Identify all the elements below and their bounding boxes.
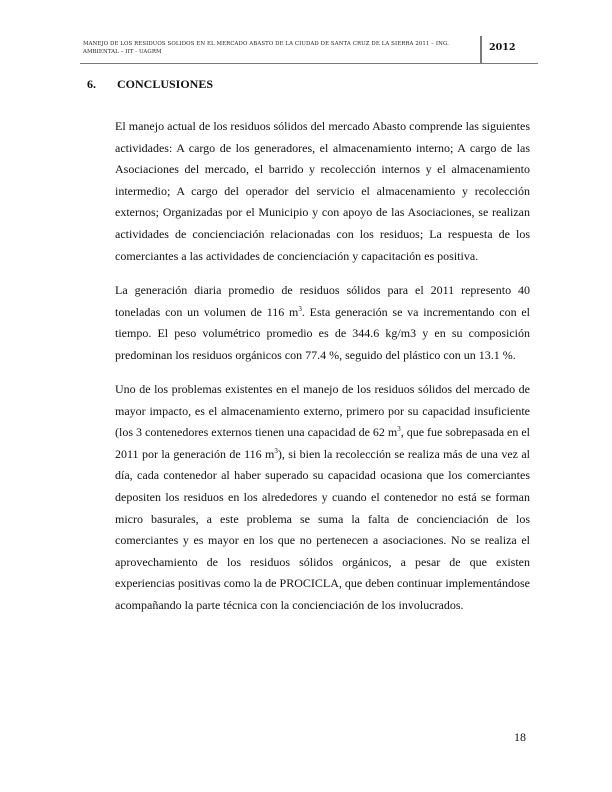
paragraph-1: El manejo actual de los residuos sólidos del mercado Abasto comprende las siguientes actividades: A cargo de los generadores, el almacenamiento interno; A cargo de las Asociaciones del mercado, el barrido y recolección internos y el almacenamiento intermedio; A cargo del operador del servicio el almacenamiento y recolección externos; Organizadas por el Municipio y con apoyo de las Asociaciones, se realizan actividades de concienciación relacionadas con los residuos; La respuesta de los comerciantes a las actividades de concienciación y capacitación es positiva.	[115, 119, 530, 263]
paragraph-3	[115, 379, 530, 617]
page-header	[80, 36, 538, 64]
paragraph-3-text-b: , que fue sobrepasada en el 2011 por la generación de 116 m	[115, 425, 531, 461]
header-divider	[480, 36, 482, 64]
header-title: MANEJO DE LOS RESIDUOS SOLIDOS EN EL MERCADO ABASTO DE LA CIUDAD DE SANTA CRUZ DE LA SIERRA 2011 – ING. AMBIENTAL – IIT - UAGRM	[83, 41, 449, 55]
superscript: 3	[397, 425, 401, 434]
section-heading	[87, 77, 213, 92]
paragraph-2-text-a: La generación diaria promedio de residuos sólidos para el 2011 represento 40 toneladas con un volumen de 116 m	[115, 283, 530, 319]
superscript: 3	[298, 304, 302, 313]
paragraph-2	[115, 280, 530, 366]
superscript: 3	[274, 446, 278, 455]
paragraph-2-text-b: . Esta generación se va incrementando con el tiempo. El peso volumétrico promedio es de 344.6 kg/m3 y en su composición predominan los residuos orgánicos con 77.4 %, seguido del plástico con un 13.1 %.	[115, 304, 531, 362]
page-number: 18	[514, 730, 526, 744]
paragraph-3-text-a: Uno de los problemas existentes en el manejo de los residuos sólidos del mercado de mayor impacto, es el almacenamiento externo, primero por su capacidad insuficiente (los 3 contenedores externos tienen una capacidad de 62 m	[115, 382, 530, 440]
section-title: CONCLUSIONES	[117, 77, 214, 91]
paragraph-3-text-c: ), si bien la recolección se realiza más de una vez al día, cada contenedor al haber superado su capacidad ocasiona que los comerciantes depositen los residuos en los alrededores y cuando el contenedor no está se forman micro basurales, a este problema se suma la falta de concienciación de los comerciantes y es mayor en los que no pertenecen a asociaciones. No se realiza el aprovechamiento de los residuos sólidos orgánicos, a pesar de que existen experiencias positivas como la de PROCICLA, que deben continuar implementándose acompañando la parte técnica con la concienciación de los involucrados.	[115, 446, 531, 612]
header-year: 2012	[489, 42, 516, 53]
section-number: 6.	[87, 77, 96, 91]
